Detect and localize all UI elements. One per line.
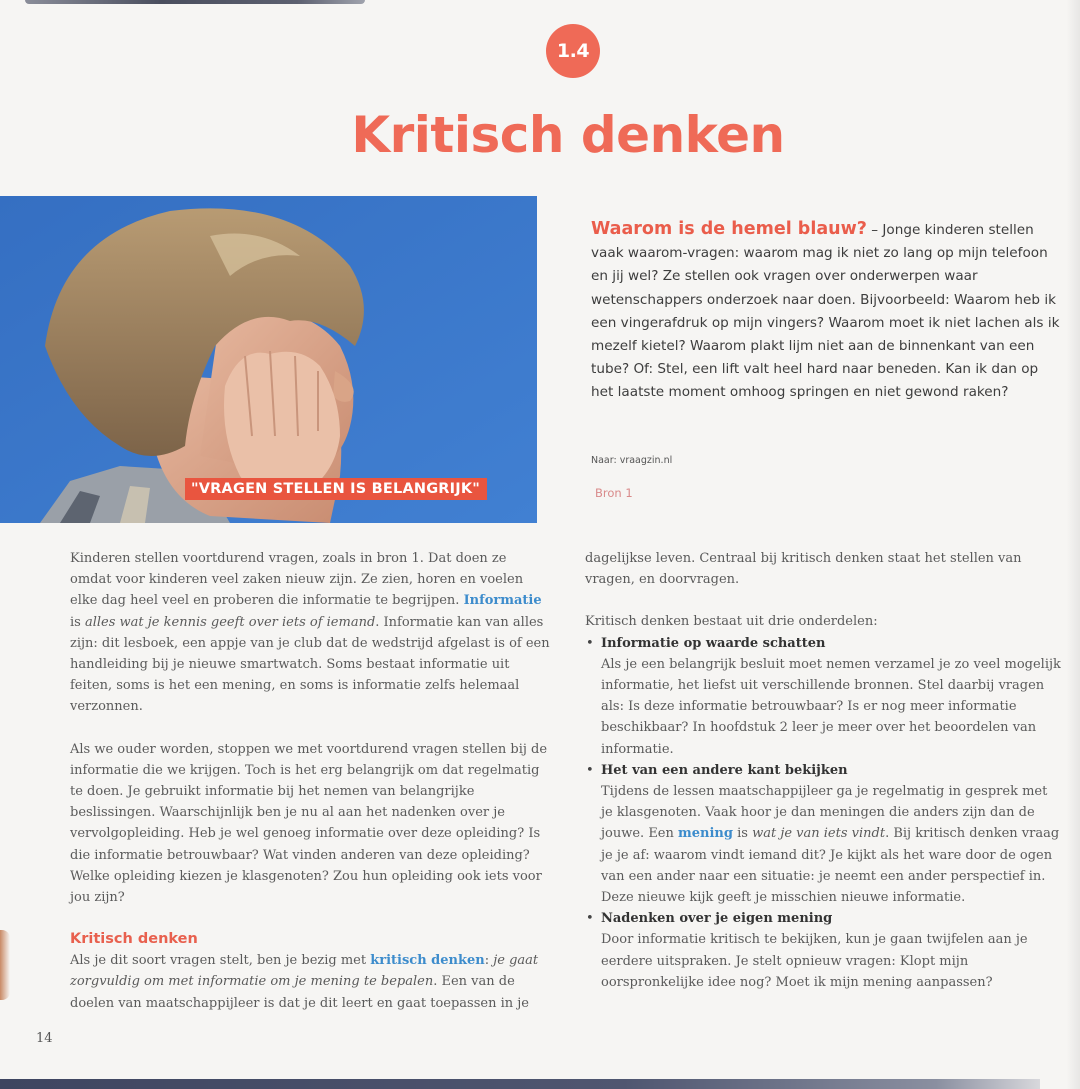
text: : [484, 953, 494, 969]
list-item [585, 633, 1063, 760]
list-item-body: Door informatie kritisch te bekijken, kun je gaan twijfelen aan je eerdere uitspraken. Je stelt opnieuw vragen: Klopt mijn oorspronkelijke idee nog? Moet ik mijn mening aanpassen? [601, 932, 1028, 990]
text: Kinderen stellen voortdurend vragen, zoals in bron 1. Dat doen ze omdat voor kinderen veel zaken nieuw zijn. Ze zien, horen en voelen elke dag heel veel en proberen die informatie te begrijpen. [70, 551, 524, 609]
text: . Een van de doelen van maatschappijleer is dat je dit leert en gaat toepassen in je [70, 974, 529, 1011]
boy-photo-illustration [0, 196, 537, 523]
section-number: 1.4 [556, 40, 590, 62]
paragraph-intro [70, 548, 550, 718]
source-credit: Naar: vraagzin.nl [591, 455, 673, 466]
definition-informatie: alles wat je kennis geeft over iets of iemand [84, 614, 376, 630]
term-informatie: Informatie [463, 593, 542, 609]
list-intro: Kritisch denken bestaat uit drie onderdelen: [585, 614, 878, 630]
source-box [591, 218, 1061, 405]
source-label: Bron 1 [595, 486, 633, 500]
list-item-body: Als je een belangrijk besluit moet nemen verzamel je zo veel mogelijk informatie, het liefst uit verschillende bronnen. Stel daarbij vragen als: Is deze informatie betrouwbaar? Is er nog meer informatie beschikbaar? In hoofdstuk 2 leer je meer over het beoordelen van informatie. [601, 656, 1061, 757]
definition-mening: wat je van iets vindt [752, 826, 886, 842]
text: Als je dit soort vragen stelt, ben je bezig met [70, 953, 371, 969]
text: . Bij kritisch denken vraag je je af: waarom vindt iemand dit? Je kijkt als het ware door de ogen van een ander naar een situatie: je neemt een ander perspectief in. Deze nieuwe kijk geeft je misschien nieuwe informatie. [601, 826, 1060, 906]
definition-kritisch-denken: je gaat zorgvuldig om met informatie om je mening te bepalen [70, 953, 539, 990]
book-top-edge [25, 0, 365, 4]
list-item-heading: • Het van een andere kant bekijken [601, 762, 848, 778]
page-edge-tab [0, 930, 10, 1000]
term-mening: mening [678, 826, 733, 842]
components-list [585, 633, 1063, 993]
list-item [585, 908, 1063, 993]
paragraph-kritisch-denken [70, 950, 550, 1014]
text: is [732, 826, 753, 842]
photo-caption: "VRAGEN STELLEN IS BELANGRIJK" [185, 478, 487, 500]
left-column [70, 548, 550, 1014]
list-item-heading: • Informatie op waarde schatten [601, 635, 826, 651]
list-item-body [601, 781, 1063, 908]
text: Tijdens de lessen maatschappijleer ga je regelmatig in gesprek met je klasgenoten. Vaak hoor je dan meningen die anders zijn dan de jouwe. Een [601, 784, 1048, 842]
term-kritisch-denken: kritisch denken [370, 953, 485, 969]
source-body: Jonge kinderen stellen vaak waarom-vragen: waarom mag ik niet zo lang op mijn telefoon en jij wel? Ze stellen ook vragen over onderwerpen waar wetenschappers onderzoek naar doen. Bijvoorbeeld: Waarom heb ik een vingerafdruk op mijn vingers? Waarom moet ik niet lachen als ik mezelf kietel? Waarom plakt lijm niet aan de binnenkant van een tube? Of: Stel, een lift valt heel hard naar beneden. Kan ik dan op het laatste moment omhoog springen en niet gewond raken? [591, 222, 1060, 401]
paragraph-ouder-worden: Als we ouder worden, stoppen we met voortdurend vragen stellen bij de informatie die we krijgen. Toch is het erg belangrijk om dat regelmatig te doen. Je gebruikt informatie bij het nemen van belangrijke beslissingen. Waarschijnlijk ben je nu al aan het nadenken over je vervolgopleiding. Heb je wel genoeg informatie over deze opleiding? Is die informatie betrouwbaar? Wat vinden anderen van deze opleiding? Welke opleiding kiezen je klasgenoten? Zou hun opleiding ook iets voor jou zijn? [70, 741, 548, 906]
text: . Informatie kan van alles zijn: dit lesboek, een appje van je club dat de wedstrijd afgelast is of een handleiding bij je nieuwe smartwatch. Soms bestaat informatie uit feiten, soms is het een mening, en soms is informatie zelfs helemaal verzonnen. [70, 614, 550, 715]
list-item-heading: • Nadenken over je eigen mening [601, 911, 833, 927]
source-dash: – [866, 222, 883, 238]
subheading-kritisch-denken: Kritisch denken [70, 931, 198, 948]
list-item [585, 760, 1063, 908]
book-bottom-edge [0, 1079, 1040, 1089]
text: is [70, 614, 85, 630]
paragraph-dagelijkse-leven: dagelijkse leven. Centraal bij kritisch denken staat het stellen van vragen, en doorvragen. [585, 551, 1022, 588]
section-number-badge [546, 24, 600, 78]
source-heading: Waarom is de hemel blauw? [591, 219, 867, 239]
photo-boy [0, 196, 537, 523]
page-title: Kritisch denken [351, 106, 785, 164]
right-column [585, 548, 1063, 993]
page-number: 14 [36, 1031, 53, 1046]
